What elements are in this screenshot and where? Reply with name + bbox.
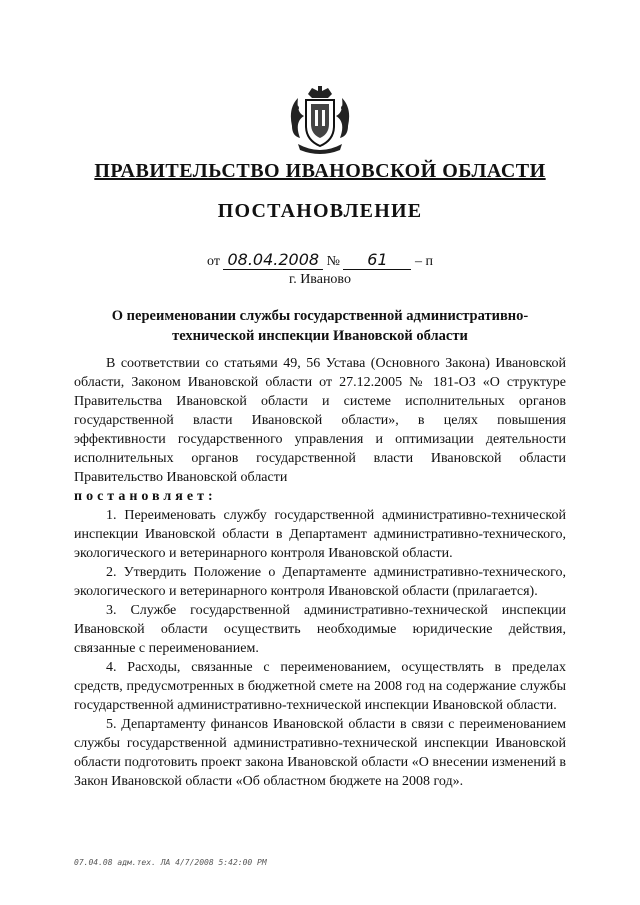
- item-3: 3. Службе государственной административно-технической инспекции Ивановской области осуществить необходимые юридические действия, связанные с переименованием.: [74, 603, 566, 656]
- subject-line-2: технической инспекции Ивановской области: [172, 328, 468, 344]
- document-type: ПОСТАНОВЛЕНИЕ: [217, 200, 423, 222]
- document-body: [74, 354, 566, 791]
- number-suffix: – п: [414, 254, 433, 269]
- item-5: 5. Департаменту финансов Ивановской области в связи с переименованием службы государственной административно-технической инспекции Ивановской области подготовить проект закона Ивановской области «О внесении изменений в Закон Ивановской области «Об областном бюджете на 2008 год».: [74, 717, 566, 789]
- date-number-line: [0, 250, 640, 270]
- item-4: 4. Расходы, связанные с переименованием, осуществлять в пределах средств, предусмотренных в бюджетной смете на 2008 год на содержание службы государственной административно-технической инспекции Ивановской области.: [74, 660, 566, 713]
- subject-heading: [70, 306, 570, 346]
- handwritten-number: 61: [343, 250, 411, 270]
- date-prefix: от: [207, 254, 220, 269]
- preamble: В соответствии со статьями 49, 56 Устава (Основного Закона) Ивановской области, Законом Ивановской области от 27.12.2005 № 181-ОЗ «О структуре Правительства Ивановской области и системе исполнительных органов государственной власти Ивановской области», в целях повышения эффективности государственного управления и оптимизации деятельности исполнительных органов государственной власти Ивановской области Правительство Ивановской области: [74, 356, 566, 485]
- footer-stamp: 07.04.08 адм.тех. ЛА 4/7/2008 5:42:00 PM: [74, 858, 267, 867]
- government-title: ПРАВИТЕЛЬСТВО ИВАНОВСКОЙ ОБЛАСТИ: [94, 160, 546, 182]
- number-label: №: [326, 254, 340, 269]
- subject-line-1: О переименовании службы государственной административно-: [111, 308, 529, 324]
- city: г. Иваново: [289, 272, 351, 287]
- item-1: 1. Переименовать службу государственной административно-технической инспекции Ивановской области в Департамент административно-технического, экологического и ветеринарного контроля Ивановской области.: [74, 508, 566, 561]
- decree-word: постановляет:: [74, 489, 217, 504]
- item-2: 2. Утвердить Положение о Департаменте административно-технического, экологического и ветеринарного контроля Ивановской области (прилагается).: [74, 565, 566, 599]
- coat-of-arms-icon: [284, 86, 356, 156]
- handwritten-date: 08.04.2008: [223, 250, 323, 270]
